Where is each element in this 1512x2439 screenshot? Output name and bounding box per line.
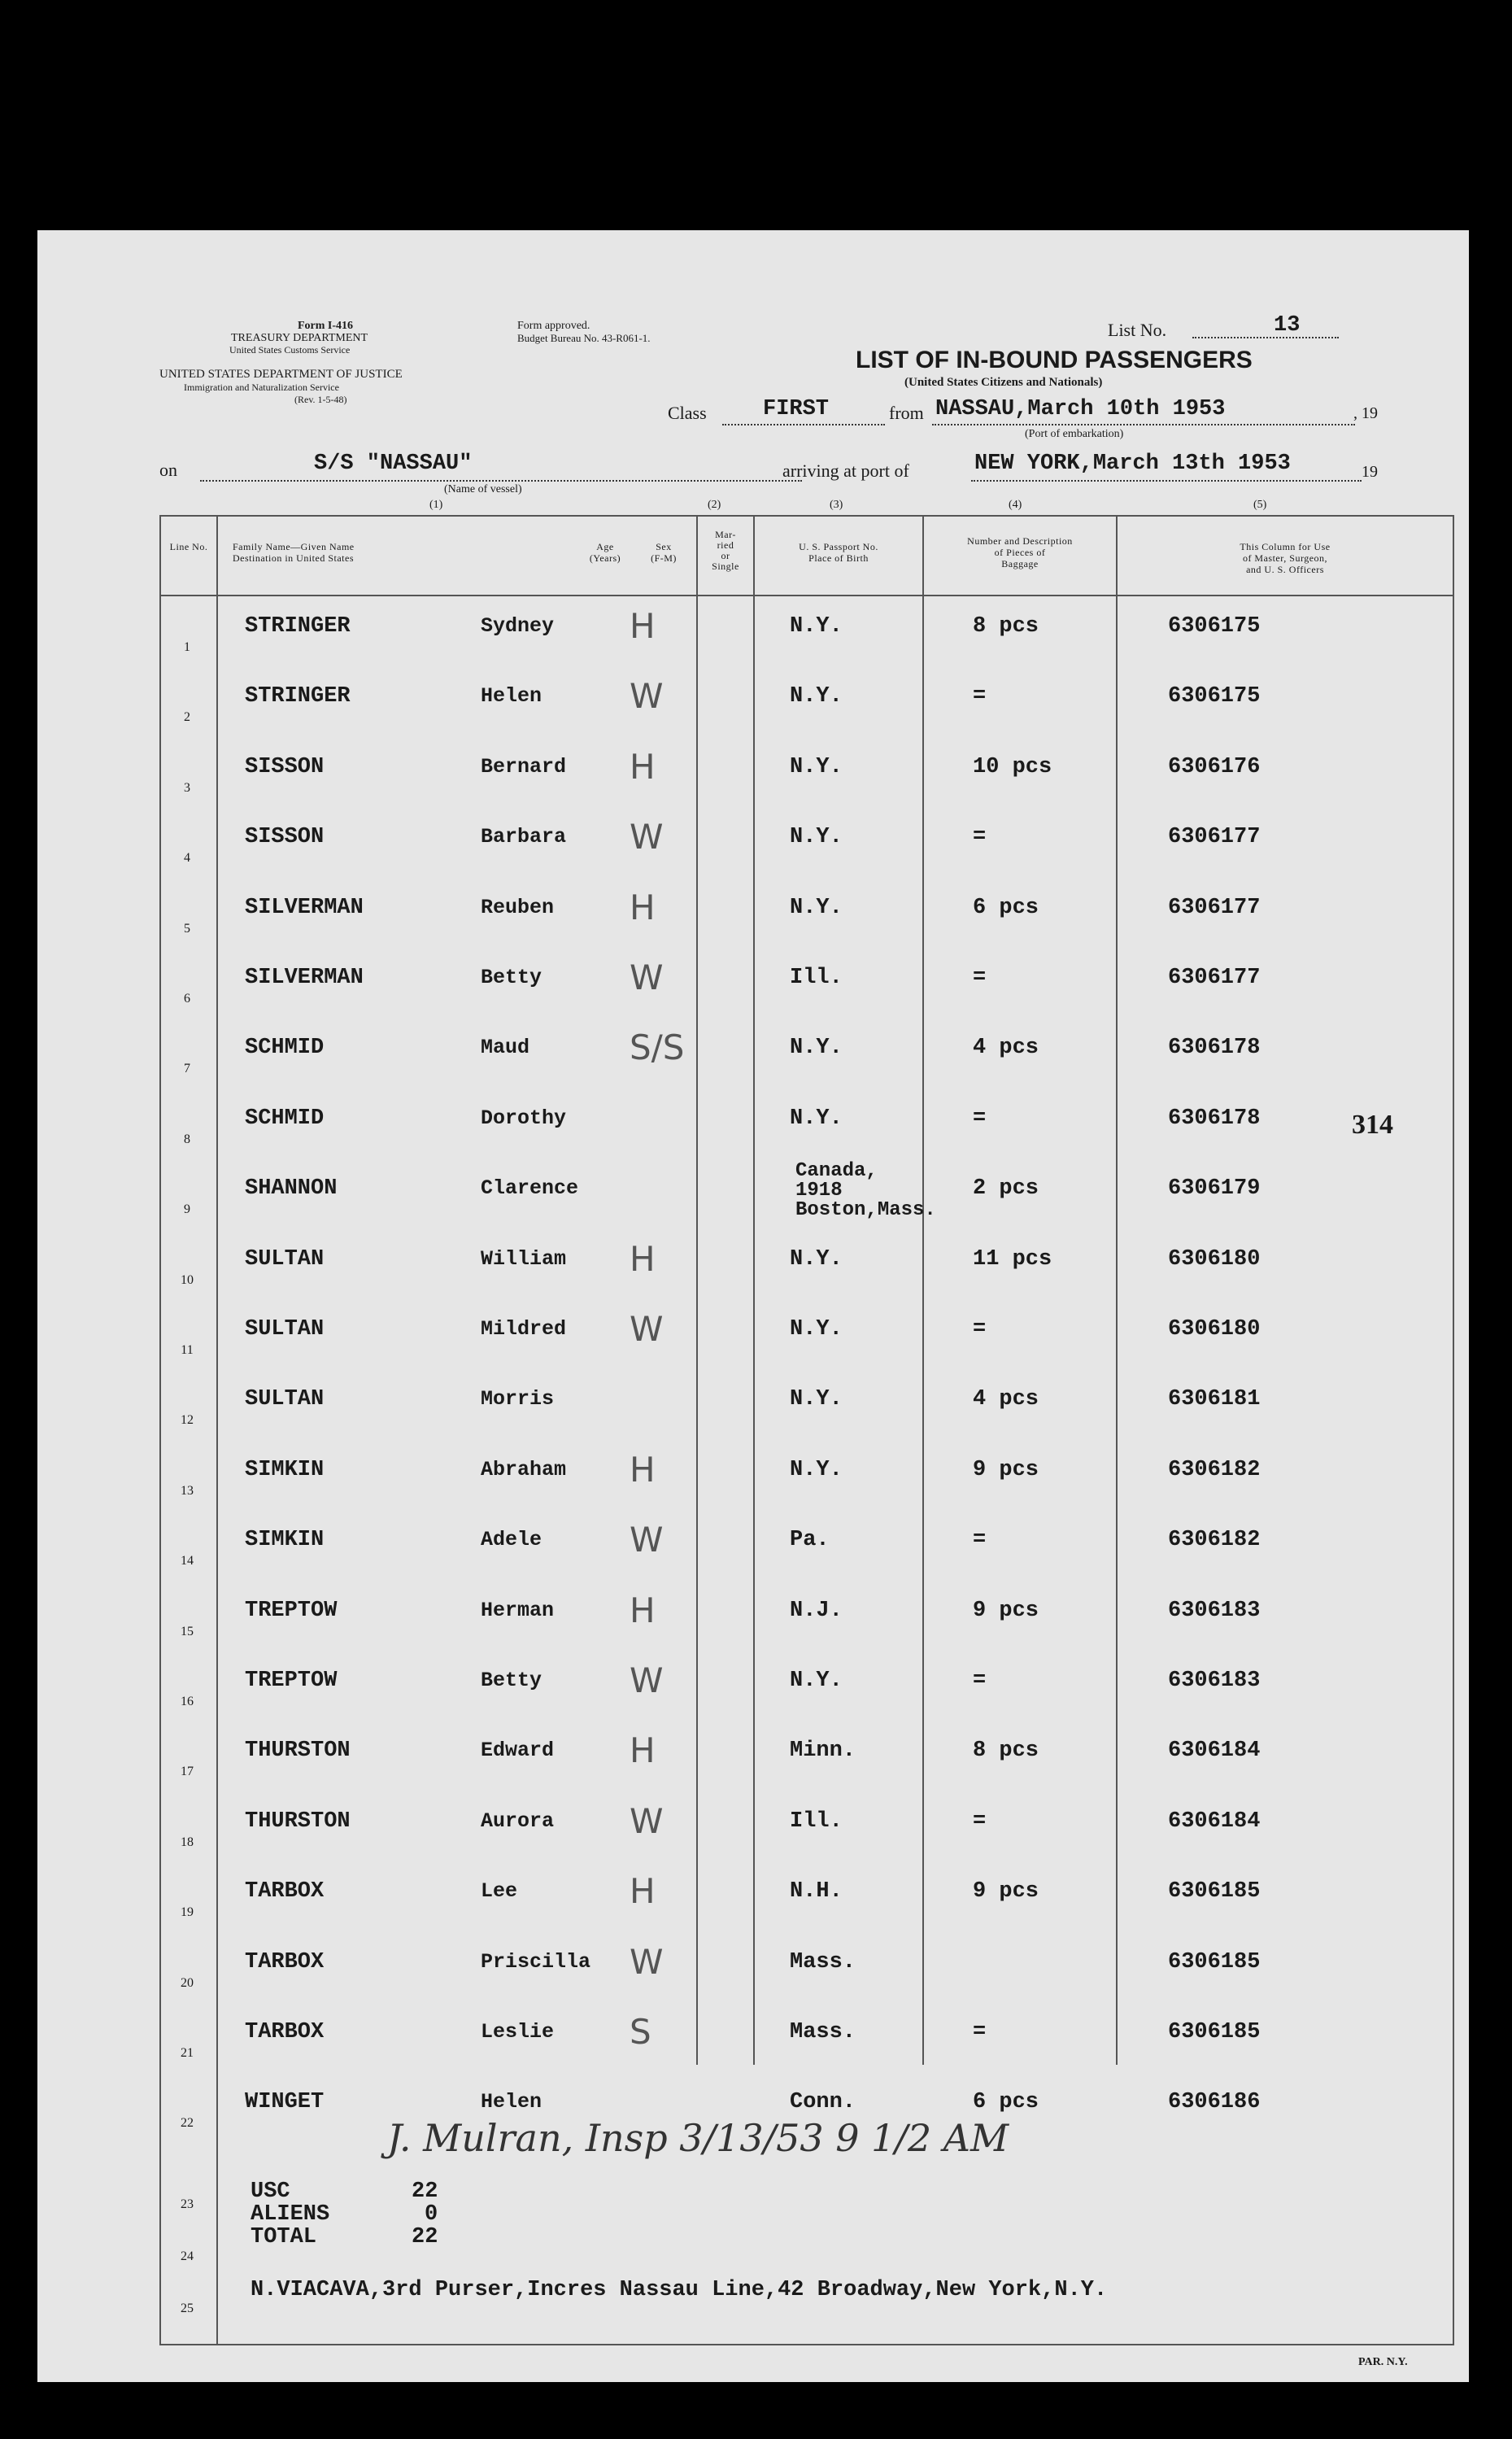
family-name: TREPTOW bbox=[245, 1598, 338, 1623]
line-number: 8 bbox=[184, 1132, 190, 1146]
birth-place: N.Y. bbox=[790, 825, 843, 850]
sex-mark: W bbox=[630, 1309, 664, 1349]
usc-label: USC bbox=[251, 2179, 290, 2204]
line-number: 20 bbox=[181, 1975, 194, 1990]
total-label: TOTAL bbox=[251, 2225, 317, 2249]
family-name: SCHMID bbox=[245, 1036, 325, 1061]
sex-mark: H bbox=[630, 1449, 656, 1490]
hdr-married-1: Mar- bbox=[715, 529, 736, 540]
treasury-dept: TREASURY DEPARTMENT bbox=[231, 332, 368, 344]
sex-mark: W bbox=[630, 1941, 664, 1982]
baggage: = bbox=[973, 1809, 987, 1834]
table-row bbox=[37, 2004, 1469, 2074]
purser-line: N.VIACAVA,3rd Purser,Incres Nassau Line,42 Broadway,New York,N.Y. bbox=[251, 2278, 1108, 2302]
col-num-2: (2) bbox=[708, 499, 721, 511]
table-row bbox=[37, 949, 1469, 1019]
given-name: Clarence bbox=[481, 1176, 579, 1201]
line-number: 22 bbox=[181, 2116, 194, 2131]
line-number: 23 bbox=[181, 2197, 194, 2211]
given-name: William bbox=[481, 1246, 567, 1271]
baggage: 11 pcs bbox=[973, 1246, 1052, 1272]
vessel-name: S/S "NASSAU" bbox=[314, 452, 473, 476]
birth-place: Ill. bbox=[790, 1809, 843, 1834]
embarkation-value: NASSAU,March 10th 1953 bbox=[935, 397, 1226, 421]
given-name: Aurora bbox=[481, 1809, 555, 1833]
sex-mark: H bbox=[630, 1871, 656, 1912]
aliens-value: 0 bbox=[425, 2202, 438, 2227]
port-embark-caption: (Port of embarkation) bbox=[1025, 428, 1124, 440]
class-value: FIRST bbox=[763, 397, 830, 421]
hdr-married-4: Single bbox=[712, 561, 739, 572]
passenger-manifest-sheet bbox=[37, 230, 1469, 2382]
given-name: Barbara bbox=[481, 825, 567, 849]
officer-code: 6306180 bbox=[1168, 1317, 1261, 1342]
table-row bbox=[37, 1934, 1469, 2004]
birth-place: Ill. bbox=[790, 966, 843, 990]
birth-place: Conn. bbox=[790, 2090, 856, 2115]
baggage: 4 pcs bbox=[973, 1036, 1039, 1061]
hdr-sex-1: Sex bbox=[656, 541, 672, 552]
line-number: 21 bbox=[181, 2046, 194, 2060]
family-name: SISSON bbox=[245, 825, 325, 850]
birth-place: N.Y. bbox=[790, 614, 843, 639]
class-label: Class bbox=[668, 403, 707, 423]
hdr-passport-2: Place of Birth bbox=[808, 552, 869, 564]
table-row bbox=[37, 1722, 1469, 1792]
table-row bbox=[37, 1793, 1469, 1863]
given-name: Lee bbox=[481, 1879, 518, 1904]
line-number: 1 bbox=[184, 640, 190, 654]
list-title: LIST OF IN-BOUND PASSENGERS bbox=[856, 347, 1253, 373]
line-number: 24 bbox=[181, 2249, 194, 2263]
baggage: 2 pcs bbox=[973, 1176, 1039, 1202]
officer-code: 6306182 bbox=[1168, 1457, 1261, 1482]
sex-mark: W bbox=[630, 1660, 664, 1700]
table-row bbox=[37, 1442, 1469, 1512]
family-name: TREPTOW bbox=[245, 1669, 338, 1693]
line-number: 19 bbox=[181, 1905, 194, 1920]
hdr-officer-2: of Master, Surgeon, bbox=[1242, 552, 1328, 564]
officer-code: 6306179 bbox=[1168, 1176, 1261, 1202]
line-number: 3 bbox=[184, 780, 190, 795]
col-num-4: (4) bbox=[1009, 499, 1022, 511]
customs-service: United States Customs Service bbox=[229, 344, 351, 356]
officer-code: 6306183 bbox=[1168, 1669, 1261, 1693]
on-label: on bbox=[159, 460, 177, 480]
sex-mark: H bbox=[630, 746, 656, 787]
line-number: 5 bbox=[184, 921, 190, 936]
baggage: 9 pcs bbox=[973, 1879, 1039, 1905]
footer-mark: PAR. N.Y. bbox=[1358, 2356, 1408, 2368]
hdr-sex-2: (F-M) bbox=[651, 552, 677, 564]
officer-code: 6306182 bbox=[1168, 1528, 1261, 1553]
birth-place: Mass. bbox=[790, 2020, 856, 2044]
table-row bbox=[37, 1019, 1469, 1089]
family-name: SULTAN bbox=[245, 1246, 325, 1272]
officer-code: 6306186 bbox=[1168, 2090, 1261, 2115]
family-name: TARBOX bbox=[245, 2020, 325, 2044]
birth-place: N.Y. bbox=[790, 1317, 843, 1342]
given-name: Maud bbox=[481, 1036, 530, 1060]
hdr-name-1: Family Name—Given Name bbox=[233, 541, 355, 552]
baggage: 6 pcs bbox=[973, 2090, 1039, 2115]
sex-mark: W bbox=[630, 1520, 664, 1560]
line-number: 10 bbox=[181, 1272, 194, 1287]
arrival-value: NEW YORK,March 13th 1953 bbox=[974, 452, 1291, 476]
line-number: 11 bbox=[181, 1343, 194, 1357]
officer-code: 6306177 bbox=[1168, 895, 1261, 920]
baggage: = bbox=[973, 1669, 987, 1693]
col-num-3: (3) bbox=[830, 499, 843, 511]
line-number: 7 bbox=[184, 1062, 190, 1076]
officer-code: 6306175 bbox=[1168, 614, 1261, 639]
family-name: THURSTON bbox=[245, 1739, 351, 1764]
birth-place: N.Y. bbox=[790, 754, 843, 779]
sex-mark: H bbox=[630, 1238, 656, 1279]
line-number: 25 bbox=[181, 2302, 194, 2315]
given-name: Morris bbox=[481, 1387, 555, 1411]
baggage: = bbox=[973, 684, 987, 709]
baggage: = bbox=[973, 966, 987, 990]
list-no-value: 13 bbox=[1274, 313, 1301, 338]
birth-place: N.Y. bbox=[790, 1036, 843, 1061]
family-name: SILVERMAN bbox=[245, 895, 364, 920]
officer-code: 6306184 bbox=[1168, 1809, 1261, 1834]
family-name: SCHMID bbox=[245, 1106, 325, 1131]
table-row bbox=[37, 739, 1469, 809]
officer-code: 6306180 bbox=[1168, 1246, 1261, 1272]
birth-place: Pa. bbox=[790, 1528, 830, 1553]
hdr-age-1: Age bbox=[596, 541, 614, 552]
officer-code: 6306185 bbox=[1168, 1949, 1261, 1974]
table-row bbox=[37, 809, 1469, 879]
family-name: STRINGER bbox=[245, 684, 351, 709]
hdr-baggage-1: Number and Description bbox=[967, 535, 1073, 547]
from-label: from bbox=[889, 403, 924, 423]
baggage: 8 pcs bbox=[973, 1739, 1039, 1764]
sex-mark: W bbox=[630, 676, 664, 717]
family-name: SILVERMAN bbox=[245, 966, 364, 990]
baggage: 6 pcs bbox=[973, 895, 1039, 920]
table-row bbox=[37, 668, 1469, 738]
officer-code: 6306176 bbox=[1168, 754, 1261, 779]
hdr-baggage-3: Baggage bbox=[1001, 558, 1039, 569]
sex-mark: H bbox=[630, 606, 656, 646]
given-name: Adele bbox=[481, 1528, 542, 1552]
family-name: WINGET bbox=[245, 2090, 325, 2115]
given-name: Helen bbox=[481, 2090, 542, 2114]
sex-mark: S bbox=[630, 2012, 651, 2052]
officer-code: 6306178 bbox=[1168, 1036, 1261, 1061]
officer-code: 6306184 bbox=[1168, 1739, 1261, 1764]
birth-place: Minn. bbox=[790, 1739, 856, 1764]
given-name: Betty bbox=[481, 966, 542, 989]
line-number: 14 bbox=[181, 1554, 194, 1569]
officer-code: 6306178 bbox=[1168, 1106, 1261, 1131]
baggage: = bbox=[973, 825, 987, 850]
arrival-year-suffix: 19 bbox=[1362, 463, 1378, 481]
given-name: Helen bbox=[481, 684, 542, 709]
form-number: Form I-416 bbox=[298, 320, 354, 332]
hdr-baggage-2: of Pieces of bbox=[994, 547, 1046, 558]
hdr-officer-1: This Column for Use bbox=[1240, 541, 1331, 552]
table-row bbox=[37, 1160, 1469, 1230]
sex-mark: S/S bbox=[630, 1028, 685, 1068]
given-name: Bernard bbox=[481, 754, 567, 779]
hdr-married-3: or bbox=[721, 550, 730, 561]
given-name: Betty bbox=[481, 1669, 542, 1692]
table-row bbox=[37, 1512, 1469, 1582]
aliens-label: ALIENS bbox=[251, 2202, 330, 2227]
line-number: 12 bbox=[181, 1413, 194, 1428]
table-row bbox=[37, 1301, 1469, 1371]
family-name: SHANNON bbox=[245, 1176, 338, 1202]
family-name: SISSON bbox=[245, 754, 325, 779]
table-row bbox=[37, 879, 1469, 949]
officer-code: 6306175 bbox=[1168, 684, 1261, 709]
baggage: 8 pcs bbox=[973, 614, 1039, 639]
birth-place: N.Y. bbox=[790, 895, 843, 920]
family-name: TARBOX bbox=[245, 1949, 325, 1974]
family-name: THURSTON bbox=[245, 1809, 351, 1834]
family-name: STRINGER bbox=[245, 614, 351, 639]
given-name: Sydney bbox=[481, 614, 555, 638]
sex-mark: W bbox=[630, 1800, 664, 1841]
given-name: Abraham bbox=[481, 1457, 567, 1481]
birth-place: N.H. bbox=[790, 1879, 843, 1905]
line-number: 16 bbox=[181, 1695, 194, 1708]
sex-mark: H bbox=[630, 1730, 656, 1771]
given-name: Reuben bbox=[481, 895, 555, 919]
sex-mark: W bbox=[630, 958, 664, 997]
family-name: SULTAN bbox=[245, 1387, 325, 1412]
birth-place: N.Y. bbox=[790, 1246, 843, 1272]
given-name: Leslie bbox=[481, 2020, 555, 2044]
table-row bbox=[37, 1371, 1469, 1441]
line-number: 13 bbox=[181, 1483, 194, 1498]
officer-code: 6306181 bbox=[1168, 1387, 1261, 1412]
birth-place: Canada, 1918 Boston,Mass. bbox=[795, 1160, 936, 1222]
inspector-signature: J. Mulran, Insp 3/13/53 9 1/2 AM bbox=[387, 2116, 1009, 2160]
table-row bbox=[37, 598, 1469, 668]
baggage: 10 pcs bbox=[973, 754, 1052, 779]
table-row bbox=[37, 1231, 1469, 1301]
line-number: 17 bbox=[181, 1765, 194, 1779]
birth-place: N.J. bbox=[790, 1598, 843, 1623]
hdr-officer-3: and U. S. Officers bbox=[1246, 564, 1324, 575]
col-num-1: (1) bbox=[429, 499, 443, 511]
officer-code: 6306183 bbox=[1168, 1598, 1261, 1623]
baggage: = bbox=[973, 1106, 987, 1131]
birth-place: N.Y. bbox=[790, 684, 843, 709]
sex-mark: W bbox=[630, 817, 664, 857]
baggage: = bbox=[973, 2020, 987, 2044]
sex-mark: H bbox=[630, 1590, 656, 1630]
hdr-age-2: (Years) bbox=[589, 552, 621, 564]
line-number: 2 bbox=[184, 710, 190, 725]
year-suffix: , 19 bbox=[1353, 404, 1378, 422]
total-value: 22 bbox=[412, 2225, 438, 2249]
form-approved: Form approved. bbox=[517, 320, 590, 332]
given-name: Mildred bbox=[481, 1317, 567, 1341]
given-name: Dorothy bbox=[481, 1106, 567, 1130]
officer-code: 6306185 bbox=[1168, 2020, 1261, 2044]
officer-code: 6306177 bbox=[1168, 966, 1261, 990]
birth-place: N.Y. bbox=[790, 1457, 843, 1482]
birth-place: Mass. bbox=[790, 1949, 856, 1974]
list-no-label: List No. bbox=[1108, 320, 1167, 340]
justice-dept: UNITED STATES DEPARTMENT OF JUSTICE bbox=[159, 368, 403, 381]
table-row bbox=[37, 1090, 1469, 1160]
given-name: Herman bbox=[481, 1598, 555, 1622]
list-subtitle: (United States Citizens and Nationals) bbox=[904, 376, 1103, 389]
birth-place: N.Y. bbox=[790, 1106, 843, 1131]
baggage: 9 pcs bbox=[973, 1598, 1039, 1623]
given-name: Edward bbox=[481, 1739, 555, 1763]
family-name: SULTAN bbox=[245, 1317, 325, 1342]
table-row bbox=[37, 1582, 1469, 1652]
hdr-name-2: Destination in United States bbox=[233, 552, 354, 564]
family-name: TARBOX bbox=[245, 1879, 325, 1905]
birth-place: N.Y. bbox=[790, 1387, 843, 1412]
hdr-married-2: ried bbox=[717, 539, 734, 551]
table-row bbox=[37, 1863, 1469, 1933]
hdr-line-no: Line No. bbox=[169, 541, 208, 552]
revision-date: (Rev. 1-5-48) bbox=[294, 394, 347, 405]
baggage: 4 pcs bbox=[973, 1387, 1039, 1412]
usc-value: 22 bbox=[412, 2179, 438, 2204]
table-row bbox=[37, 1652, 1469, 1722]
given-name: Priscilla bbox=[481, 1949, 591, 1974]
budget-bureau: Budget Bureau No. 43-R061-1. bbox=[517, 332, 651, 344]
line-number: 18 bbox=[181, 1835, 194, 1849]
baggage: 9 pcs bbox=[973, 1457, 1039, 1482]
sex-mark: H bbox=[630, 887, 656, 927]
line-number: 6 bbox=[184, 992, 190, 1006]
officer-code: 6306177 bbox=[1168, 825, 1261, 850]
col-num-5: (5) bbox=[1253, 499, 1267, 511]
birth-place: N.Y. bbox=[790, 1669, 843, 1693]
vessel-caption: (Name of vessel) bbox=[444, 483, 522, 495]
baggage: = bbox=[973, 1317, 987, 1342]
officer-code: 6306185 bbox=[1168, 1879, 1261, 1905]
line-number: 9 bbox=[184, 1202, 190, 1217]
line-number: 4 bbox=[184, 851, 190, 866]
margin-note: 314 bbox=[1352, 1110, 1393, 1140]
baggage: = bbox=[973, 1528, 987, 1553]
family-name: SIMKIN bbox=[245, 1528, 325, 1553]
arriving-label: arriving at port of bbox=[782, 460, 909, 481]
line-number: 15 bbox=[181, 1624, 194, 1638]
hdr-passport-1: U. S. Passport No. bbox=[799, 541, 878, 552]
ins-service: Immigration and Naturalization Service bbox=[184, 382, 339, 393]
family-name: SIMKIN bbox=[245, 1457, 325, 1482]
